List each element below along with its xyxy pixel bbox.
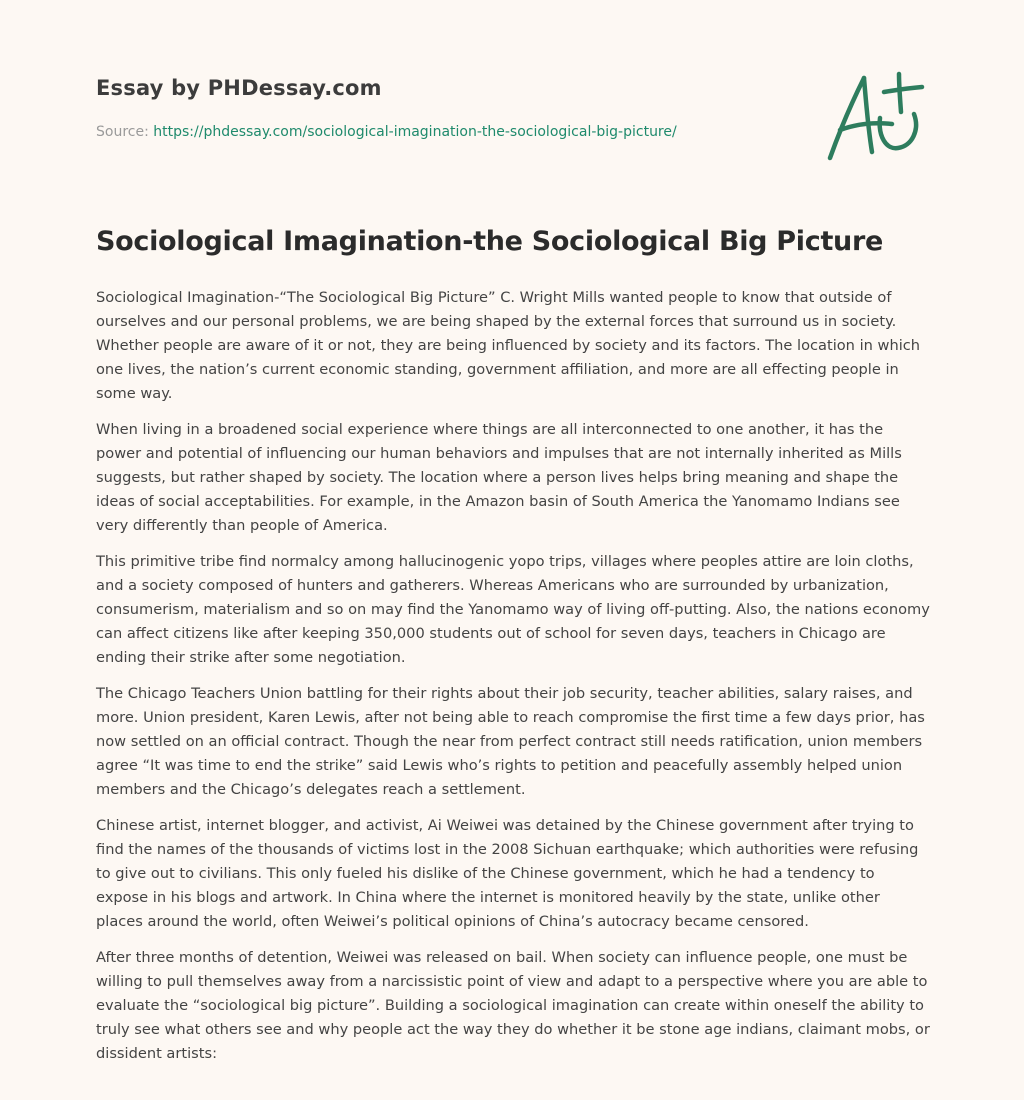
paragraph: When living in a broadened social experience where things are all interconnected to one another, it has the power and potential of influencing our human behaviors and impulses that are not internally inherited as Mills suggests, but rather shaped by society. The location where a person lives helps bring meaning and shape the ideas of social acceptabilities. For example, in the Amazon basin of South America the Yanomamo Indians see very differently than people of America. bbox=[96, 421, 902, 534]
brand-title: Essay by PHDessay.com bbox=[96, 76, 382, 100]
paragraph: The Chicago Teachers Union battling for their rights about their job security, teacher abilities, salary raises, and more. Union president, Karen Lewis, after not being able to reach compromise the first time a few days prior, has now settled on an official contract. Though the near from perfect contract still needs ratification, union members agree “It was time to end the strike” said Lewis who’s rights to petition and peacefully assembly helped union members and the Chicago’s delegates reach a settlement. bbox=[96, 685, 925, 798]
paragraph: Chinese artist, internet blogger, and activist, Ai Weiwei was detained by the Chinese government after trying to find the names of the thousands of victims lost in the 2008 Sichuan earthquake; which authorities were refusing to give out to civilians. This only fueled his dislike of the Chinese government, which he had a tendency to expose in his blogs and artwork. In China where the internet is monitored heavily by the state, unlike other places around the world, often Weiwei’s political opinions of China’s autocracy became censored. bbox=[96, 817, 919, 930]
paragraph: Sociological Imagination-“The Sociological Big Picture” C. Wright Mills wanted people to know that outside of ourselves and our personal problems, we are being shaped by the external forces that surround us in society. Whether people are aware of it or not, they are being influenced by society and its factors. The location in which one lives, the nation’s current economic standing, government affiliation, and more are all effecting people in some way. bbox=[96, 289, 921, 402]
source-line bbox=[96, 124, 677, 140]
document-header bbox=[96, 76, 736, 140]
source-link[interactable]: https://phdessay.com/sociological-imagination-the-sociological-big-picture/ bbox=[153, 124, 677, 140]
source-label: Source: bbox=[96, 124, 154, 140]
paragraph: This primitive tribe find normalcy among hallucinogenic yopo trips, villages where peoples attire are loin cloths, and a society composed of hunters and gatherers. Whereas Americans who are surrounded by urbanization, consumerism, materialism and so on may find the Yanomamo way of living off-putting. Also, the nations economy can affect citizens like after keeping 350,000 students out of school for seven days, teachers in Chicago are ending their strike after some negotiation. bbox=[96, 553, 930, 666]
essay-body bbox=[96, 286, 930, 1078]
paragraph: After three months of detention, Weiwei was released on bail. When society can influence people, one must be willing to pull themselves away from a narcissistic point of view and adapt to a perspective where you are able to evaluate the “sociological big picture”. Building a sociological imagination can create within oneself the ability to truly see what others see and why people act the way they do whether it be stone age indians, claimant mobs, or dissident artists: bbox=[96, 949, 930, 1062]
essay-title: Sociological Imagination-the Sociological Big Picture bbox=[96, 226, 884, 257]
a-plus-logo-icon bbox=[822, 68, 926, 164]
